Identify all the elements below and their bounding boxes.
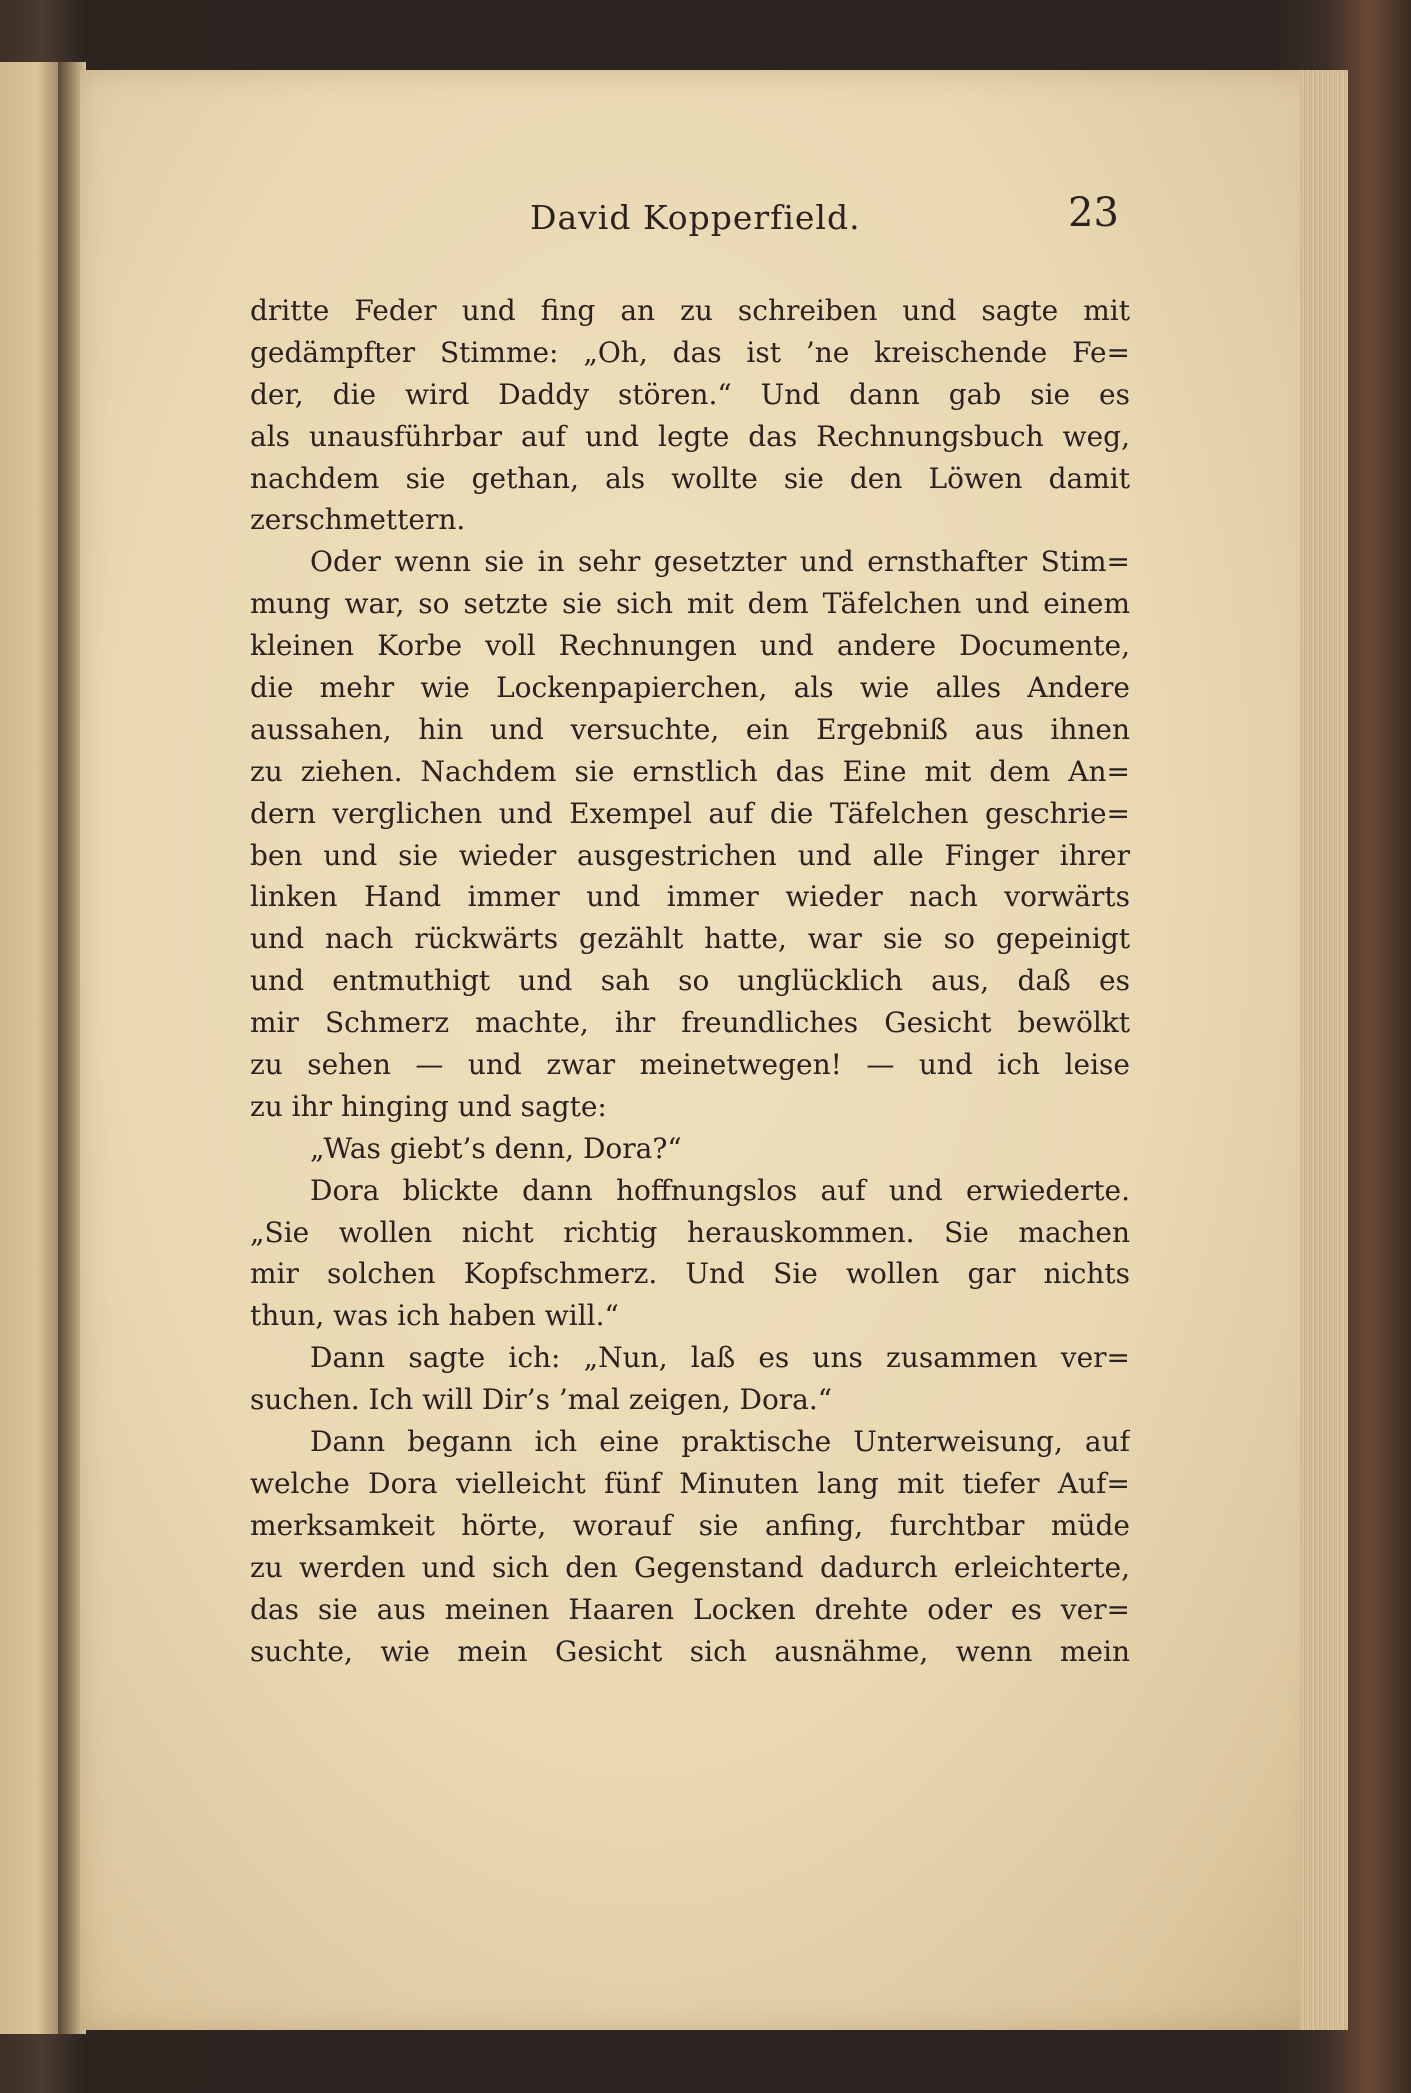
text-line: merksamkeit hörte, worauf sie anfing, furchtbar müde [250, 1508, 1130, 1542]
text-line: „Sie wollen nicht richtig herauskommen. Sie machen [250, 1215, 1130, 1249]
text-line: und nach rückwärts gezählt hatte, war sie so gepeinigt [250, 922, 1130, 956]
text-line: Dann begann ich eine praktische Unterweisung, auf [310, 1425, 1130, 1459]
text-line: suchen. Ich will Dir’s ’mal zeigen, Dora.“ [250, 1383, 833, 1417]
body-text [250, 290, 1130, 1672]
text-line: ben und sie wieder ausgestrichen und alle Finger ihrer [250, 838, 1130, 872]
text-line: Oder wenn sie in sehr gesetzter und ernsthafter Stim= [310, 545, 1130, 579]
text-line: Dora blickte dann hoffnungslos auf und erwiederte. [310, 1173, 1130, 1207]
text-line: kleinen Korbe voll Rechnungen und andere Documente, [250, 629, 1130, 663]
text-line: welche Dora vielleicht fünf Minuten lang mit tiefer Auf= [250, 1466, 1130, 1500]
text-line: als unausführbar auf und legte das Rechnungsbuch weg, [250, 419, 1130, 453]
text-line: zu ihr hinging und sagte: [250, 1089, 607, 1123]
text-line: mir Schmerz machte, ihr freundliches Gesicht bewölkt [250, 1006, 1130, 1040]
text-line: das sie aus meinen Haaren Locken drehte oder es ver= [250, 1592, 1130, 1626]
text-line: aussahen, hin und versuchte, ein Ergebniß aus ihnen [250, 712, 1130, 746]
text-line: thun, was ich haben will.“ [250, 1299, 619, 1333]
text-line: suchte, wie mein Gesicht sich ausnähme, wenn mein [250, 1634, 1130, 1668]
text-line: dritte Feder und fing an zu schreiben und sagte mit [250, 294, 1130, 327]
text-line: zu ziehen. Nachdem sie ernstlich das Eine mit dem An= [250, 754, 1130, 788]
text-line: linken Hand immer und immer wieder nach vorwärts [250, 880, 1130, 914]
text-line: der, die wird Daddy stören.“ Und dann gab sie es [250, 377, 1130, 411]
text-line: dern verglichen und Exempel auf die Täfelchen geschrie= [250, 796, 1130, 830]
text-line: zerschmettern. [250, 503, 466, 537]
left-page-edge [0, 62, 62, 2034]
text-line: gedämpfter Stimme: „Oh, das ist ’ne kreischende Fe= [250, 335, 1130, 369]
text-line: „Was giebt’s denn, Dora?“ [310, 1131, 682, 1165]
text-line: zu sehen — und zwar meinetwegen! — und ich leise [250, 1048, 1130, 1082]
text-line: mir solchen Kopfschmerz. Und Sie wollen gar nichts [250, 1257, 1130, 1291]
text-line: nachdem sie gethan, als wollte sie den Löwen damit [250, 461, 1130, 495]
text-line: und entmuthigt und sah so unglücklich aus, daß es [250, 964, 1130, 998]
running-title: David Kopperfield. [530, 198, 861, 237]
page-number: 23 [1068, 190, 1119, 236]
page-edges [1300, 70, 1348, 2030]
text-line: Dann sagte ich: „Nun, laß es uns zusammen ver= [310, 1341, 1130, 1375]
text-line: die mehr wie Lockenpapierchen, als wie alles Andere [250, 671, 1130, 705]
text-line: zu werden und sich den Gegenstand dadurch erleichterte, [250, 1550, 1130, 1584]
text-line: mung war, so setzte sie sich mit dem Täfelchen und einem [250, 587, 1130, 621]
